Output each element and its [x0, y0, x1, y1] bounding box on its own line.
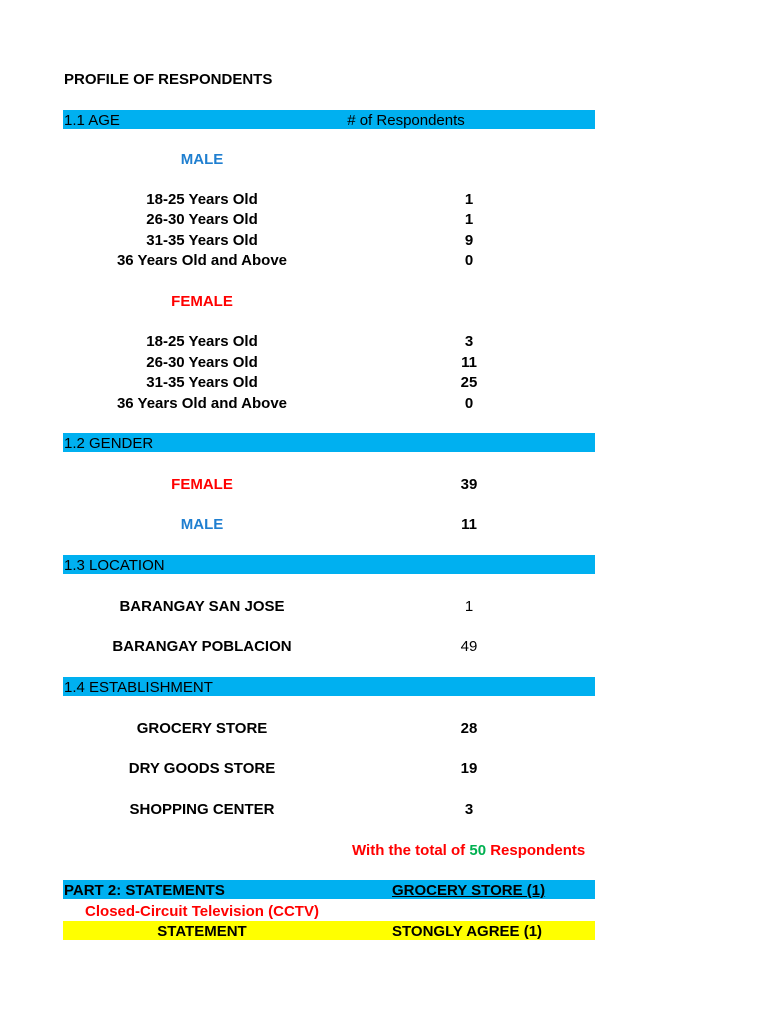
- gender-male-count: 11: [461, 516, 477, 533]
- age-range-count: 3: [464, 333, 474, 350]
- age-range-label: 18-25 Years Old: [146, 333, 258, 350]
- gender-female-label: FEMALE: [171, 476, 233, 493]
- establishment-count: 19: [460, 760, 478, 777]
- page-title: PROFILE OF RESPONDENTS: [64, 71, 273, 88]
- total-prefix: With the total of: [352, 842, 466, 859]
- part2-header: PART 2: STATEMENTS: [64, 882, 225, 899]
- total-number: 50: [469, 842, 487, 859]
- age-range-label: 36 Years Old and Above: [116, 395, 288, 412]
- location-header: 1.3 LOCATION: [64, 557, 165, 574]
- male-subheading: MALE: [180, 151, 224, 168]
- age-range-count: 25: [460, 374, 478, 391]
- location-name: BARANGAY SAN JOSE: [119, 598, 285, 615]
- age-range-count: 1: [464, 211, 474, 228]
- establishment-name: SHOPPING CENTER: [129, 801, 275, 818]
- statement-label: STATEMENT: [157, 923, 247, 940]
- strongly-agree-label: STONGLY AGREE (1): [392, 923, 543, 940]
- location-count: 1: [464, 598, 474, 615]
- age-range-label: 26-30 Years Old: [146, 211, 258, 228]
- establishment-count: 3: [464, 801, 474, 818]
- establishment-name: GROCERY STORE: [136, 720, 268, 737]
- age-range-count: 1: [464, 191, 474, 208]
- age-range-label: 31-35 Years Old: [146, 374, 258, 391]
- count-header: # of Respondents: [347, 112, 465, 129]
- age-range-label: 26-30 Years Old: [146, 354, 258, 371]
- gender-male-label: MALE: [180, 516, 224, 533]
- age-range-label: 31-35 Years Old: [146, 232, 258, 249]
- gender-header: 1.2 GENDER: [64, 435, 154, 452]
- location-name: BARANGAY POBLACION: [112, 638, 292, 655]
- age-range-label: 36 Years Old and Above: [116, 252, 288, 269]
- establishment-name: DRY GOODS STORE: [128, 760, 276, 777]
- female-subheading: FEMALE: [171, 293, 233, 310]
- establishment-header: 1.4 ESTABLISHMENT: [64, 679, 213, 696]
- age-range-count: 0: [464, 395, 474, 412]
- total-respondents-line: [352, 842, 585, 859]
- gender-female-count: 39: [460, 476, 478, 493]
- age-header: 1.1 AGE: [64, 112, 120, 129]
- age-range-label: 18-25 Years Old: [146, 191, 258, 208]
- section-header-age: [63, 110, 595, 129]
- age-range-count: 9: [464, 232, 474, 249]
- age-range-count: 0: [464, 252, 474, 269]
- age-range-count: 11: [461, 354, 477, 371]
- part2-column-header: GROCERY STORE (1): [392, 882, 546, 899]
- location-count: 49: [460, 638, 478, 655]
- cctv-subheading: Closed-Circuit Television (CCTV): [85, 903, 319, 920]
- establishment-count: 28: [460, 720, 478, 737]
- total-suffix: Respondents: [490, 842, 586, 859]
